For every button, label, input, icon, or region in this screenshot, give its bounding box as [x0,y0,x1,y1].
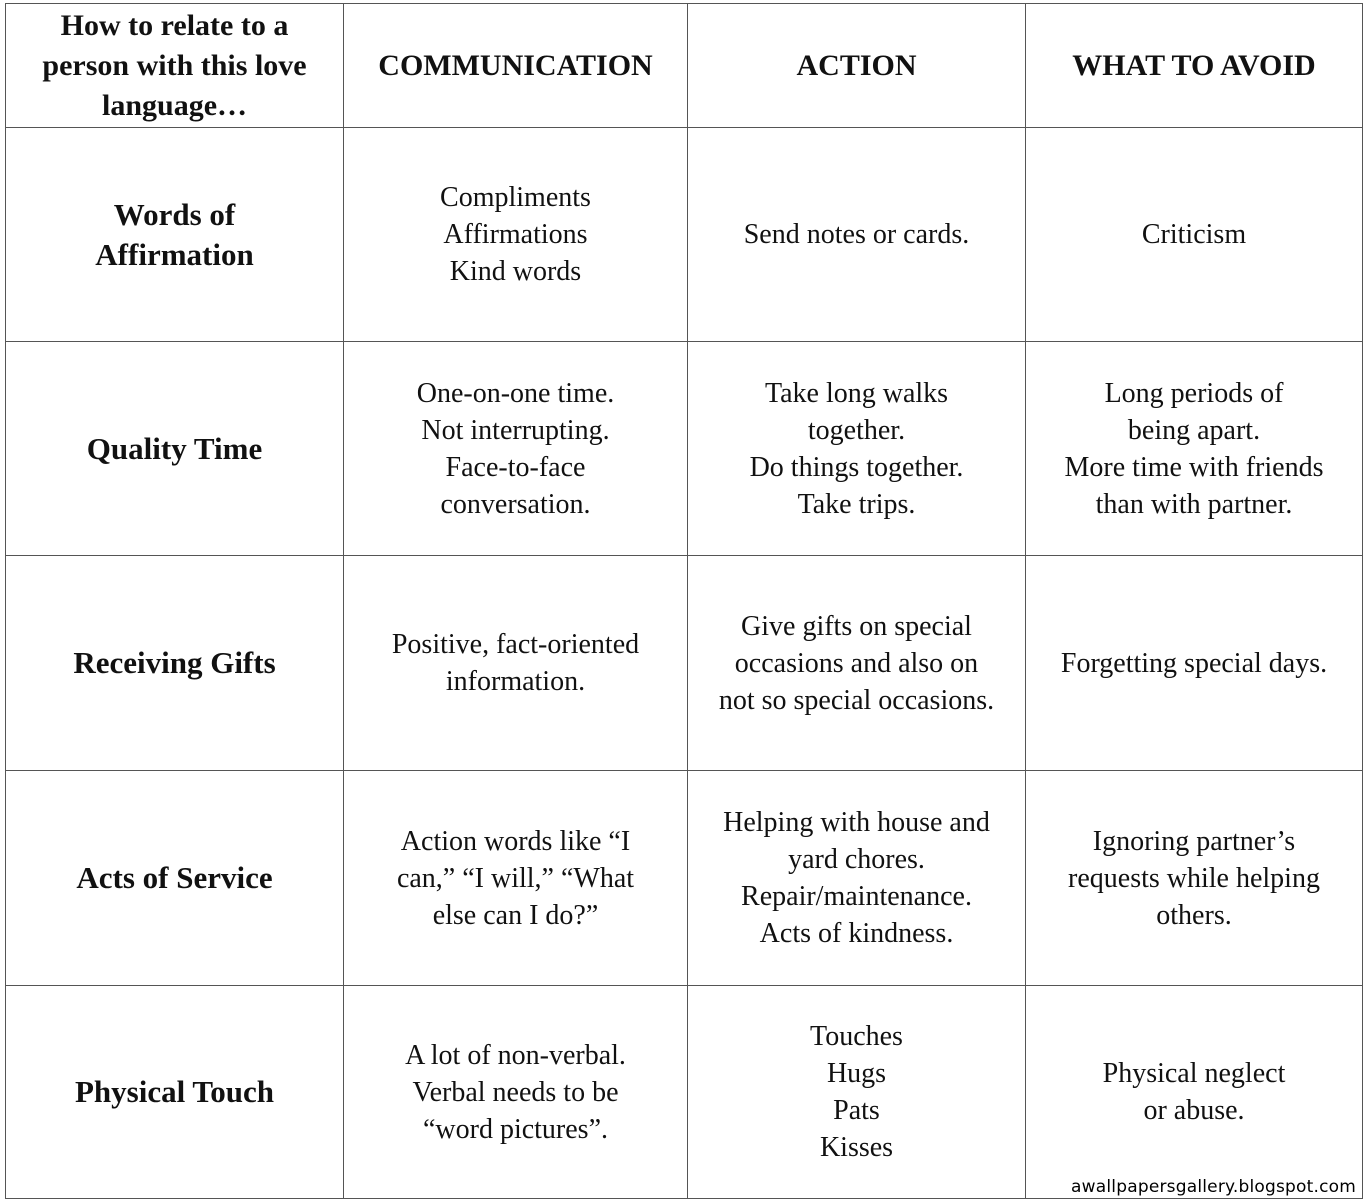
avoid-cell: Criticism [1026,128,1363,342]
communication-cell: A lot of non-verbal. Verbal needs to be “word pictures”. [344,986,688,1199]
action-cell: Helping with house and yard chores. Repair/maintenance. Acts of kindness. [688,771,1026,986]
table-row [6,556,1363,771]
language-cell: Quality Time [6,342,344,556]
header-row [6,4,1363,128]
avoid-cell: Forgetting special days. [1026,556,1363,771]
header-avoid: WHAT TO AVOID [1026,4,1363,128]
language-cell: Physical Touch [6,986,344,1199]
header-action: ACTION [688,4,1026,128]
action-cell: Give gifts on special occasions and also on not so special occasions. [688,556,1026,771]
language-cell: Words of Affirmation [6,128,344,342]
table-row [6,342,1363,556]
watermark: awallpapersgallery.blogspot.com [1067,1177,1360,1197]
love-languages-table [5,3,1363,1199]
language-cell: Acts of Service [6,771,344,986]
table-row [6,771,1363,986]
communication-cell: Positive, fact-oriented information. [344,556,688,771]
header-communication: COMMUNICATION [344,4,688,128]
avoid-cell: Long periods of being apart. More time with friends than with partner. [1026,342,1363,556]
header-language: How to relate to a person with this love language… [6,4,344,128]
communication-cell: Compliments Affirmations Kind words [344,128,688,342]
action-cell: Send notes or cards. [688,128,1026,342]
action-cell: Touches Hugs Pats Kisses [688,986,1026,1199]
avoid-cell: Ignoring partner’s requests while helping others. [1026,771,1363,986]
table-row [6,128,1363,342]
communication-cell: One-on-one time. Not interrupting. Face-to-face conversation. [344,342,688,556]
table-row [6,986,1363,1199]
avoid-cell: Physical neglect or abuse. [1026,986,1363,1199]
language-cell: Receiving Gifts [6,556,344,771]
action-cell: Take long walks together. Do things together. Take trips. [688,342,1026,556]
communication-cell: Action words like “I can,” “I will,” “What else can I do?” [344,771,688,986]
